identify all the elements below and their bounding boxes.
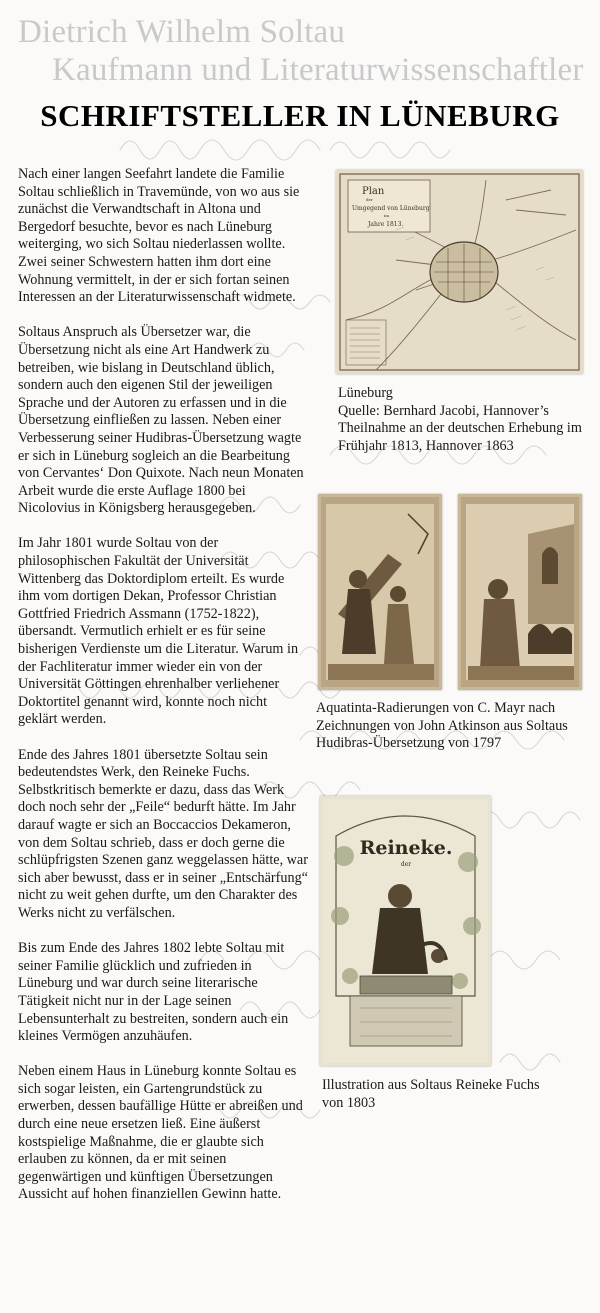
aquatint-caption: Aquatinta-Radierungen von C. Mayr nach Zeichnungen von John Atkinson aus Soltaus Hudibras-Übersetzung von 1797 (316, 700, 568, 752)
map-title-line: der (366, 197, 373, 202)
map-title-line: im (384, 213, 390, 218)
map-image (336, 170, 583, 374)
paragraph: Bis zum Ende des Jahres 1802 lebte Soltau mit seiner Familie glücklich und zufrieden in Lüneburg und war durch seine literarische Tätigkeit nicht nur in der Lage seinen Lebensunterhalt zu bestreiten, sondern auch ein kleines Vermögen anzuhäufen. (18, 940, 289, 1045)
map-caption: Lüneburg Quelle: Bernhard Jacobi, Hannover’s Theilnahme an der deutschen Erhebung im Frühjahr 1813, Hannover 1863 (338, 385, 582, 454)
paragraph: Nach einer langen Seefahrt landete die Familie Soltau schließlich in Travemünde, von wo aus sie zunächst die Verwandtschaft in Altona und Bergedorf besuchte, bevor es nach Lüneburg weiterging, wo sich Soltau niederlassen wollte. Zwei seiner Schwestern hatten ihm dort eine Wohnung vermittelt, in der er sich fortan seinen Interessen an der Literaturwissenschaft widmete. (18, 166, 300, 306)
article-body (18, 166, 308, 1222)
paragraph: Im Jahr 1801 wurde Soltau von der philosophischen Fakultät der Universität Wittenberg das Doktordiplom erteilt. Es wurde ihm vom dortigen Dekan, Professor Christian Gottfried Friedrich Assmann (1752-1822), übersandt. Vermutlich erhielt er es für seine bisherigen Verdienste um die Literatur. Warum in der Fachliteratur immer wieder ein von der Universität Göttingen ehrenhalber verliehener Doktortitel genannt wird, konnte noch nicht geklärt werden. (18, 535, 299, 728)
reineke-caption: Illustration aus Soltaus Reineke Fuchs von 1803 (322, 1077, 540, 1111)
reineke-sub-text: der (400, 861, 412, 868)
person-name: Dietrich Wilhelm Soltau (18, 14, 346, 50)
map-title-line: Jahre 1813. (368, 221, 404, 228)
aquatint-telescope-image (318, 494, 442, 690)
page-title: SCHRIFTSTELLER IN LÜNEBURG (40, 98, 560, 133)
map-title-line: Plan (362, 186, 385, 197)
paragraph: Ende des Jahres 1801 übersetzte Soltau sein bedeutendstes Werk, den Reineke Fuchs. Selbstkritisch bemerkte er dazu, dass das Werk doch noch sehr der „Feile“ bedurft hätte. Im Jahr darauf wagte er sich an Boccaccios Dekameron, von dem Soltau schrieb, dass er doch gerne die schlüpfrigsten Szenen ganz weggelassen hätte, war sich aber bewusst, dass er in seiner „Entschärfung“ nicht zu weit gehen durfte, um den Charakter des Werks nicht zu verfälschen. (18, 746, 308, 921)
person-profession: Kaufmann und Literaturwissenschaftler (52, 52, 584, 88)
aquatint-church-image (458, 494, 582, 690)
reineke-title-text: Reineke. (359, 837, 453, 859)
reineke-illustration-image (320, 796, 491, 1066)
paragraph: Soltaus Anspruch als Übersetzer war, die Übersetzung nicht als eine Art Handwerk zu betreiben, wie bislang in Deutschland üblich, sondern auch den eigenen Stil der jeweiligen Sprache und der Autoren zu erfassen und in die Übersetzung einfließen zu lassen. Neben einer Verbesserung seiner Hudibras-Übersetzung wagte er sich in Lüneburg sogleich an die Bearbeitung von Cervantes‘ Don Quixote. Nach neun Monaten Arbeit wurde die erste Auflage 1800 bei Nicolovius in Königsberg herausgegeben. (18, 324, 304, 517)
map-title-line: Umgegend von Lüneburg (352, 205, 430, 212)
paragraph: Neben einem Haus in Lüneburg konnte Soltau es sich sogar leisten, ein Gartengrundstück zu erwerben, dessen baufällige Hütte er abreißen und durch eine neue ersetzen ließ. Eine äußerst kostspielige Maßnahme, die er glaubte sich erlauben zu können, da er mit seinen gegenwärtigen und künftigen Übersetzungen Aussicht auf hohen finanziellen Gewinn hatte. (18, 1063, 303, 1203)
